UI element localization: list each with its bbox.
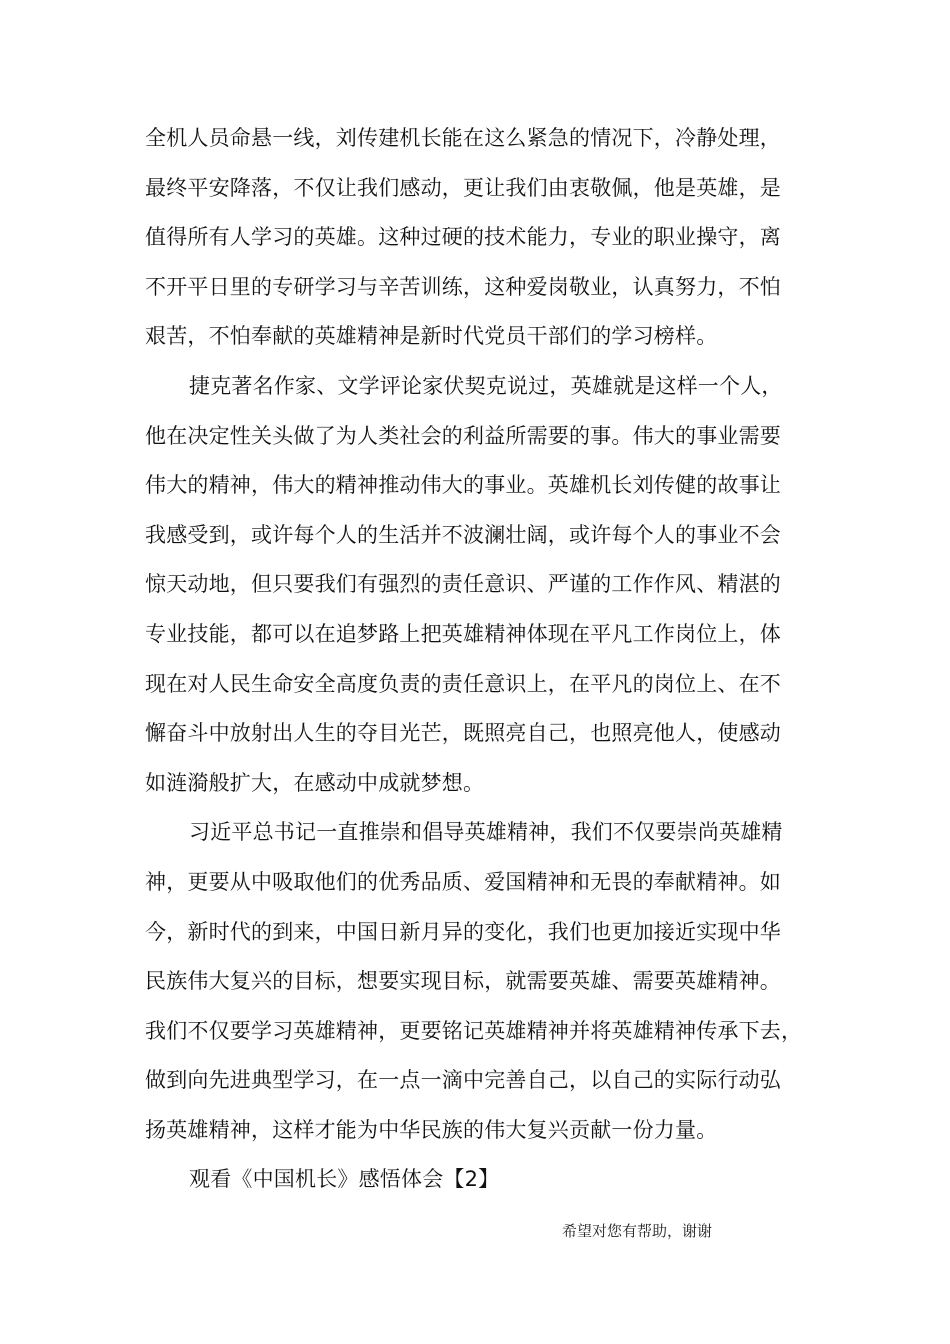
text-line: 今，新时代的到来，中国日新月异的变化，我们也更加接近实现中华 [145, 919, 781, 944]
text-line: 我感受到，或许每个人的生活并不波澜壮阔，或许每个人的事业不会 [145, 522, 781, 547]
text-line: 扬英雄精神，这样才能为中华民族的伟大复兴贡献一份力量。 [145, 1117, 718, 1142]
text-line: 全机人员命悬一线，刘传建机长能在这么紧急的情况下，冷静处理， [145, 126, 781, 150]
text-line: 民族伟大复兴的目标，想要实现目标，就需要英雄、需要英雄精神。 [145, 969, 781, 994]
text-line: 最终平安降落，不仅让我们感动，更让我们由衷敬佩，他是英雄，是 [145, 175, 781, 200]
footer-note: 希望对您有帮助，谢谢 [562, 1222, 713, 1240]
text-line: 值得所有人学习的英雄。这种过硬的技术能力，专业的职业操守，离 [145, 225, 781, 250]
text-line: 伟大的精神，伟大的精神推动伟大的事业。英雄机长刘传健的故事让 [145, 473, 781, 498]
text-line: 他在决定性关头做了为人类社会的利益所需要的事。伟大的事业需要 [145, 423, 781, 448]
text-line: 艰苦，不怕奉献的英雄精神是新时代党员干部们的学习榜样。 [145, 324, 718, 349]
text-line: 我们不仅要学习英雄精神，更要铭记英雄精神并将英雄精神传承下去， [145, 1018, 803, 1043]
text-line: 如涟漪般扩大，在感动中成就梦想。 [145, 770, 485, 795]
section-heading: 观看《中国机长》感悟体会【2】 [189, 1167, 500, 1192]
paragraph-start-line: 捷克著名作家、文学评论家伏契克说过，英雄就是这样一个人， [189, 373, 783, 398]
text-line: 惊天动地，但只要我们有强烈的责任意识、严谨的工作作风、精湛的 [145, 572, 781, 597]
text-line: 不开平日里的专研学习与辛苦训练，这种爱岗敬业，认真努力，不怕 [145, 274, 781, 299]
text-line: 专业技能，都可以在追梦路上把英雄精神体现在平凡工作岗位上，体 [145, 621, 781, 646]
text-line: 做到向先进典型学习，在一点一滴中完善自己，以自己的实际行动弘 [145, 1068, 781, 1093]
text-line: 懈奋斗中放射出人生的夺目光芒，既照亮自己，也照亮他人，使感动 [145, 721, 781, 746]
paragraph-start-line: 习近平总书记一直推崇和倡导英雄精神，我们不仅要崇尚英雄精 [189, 820, 783, 845]
text-line: 现在对人民生命安全高度负责的责任意识上，在平凡的岗位上、在不 [145, 671, 781, 696]
text-line: 神，更要从中吸取他们的优秀品质、爱国精神和无畏的奉献精神。如 [145, 869, 781, 894]
body-text [145, 114, 815, 1205]
